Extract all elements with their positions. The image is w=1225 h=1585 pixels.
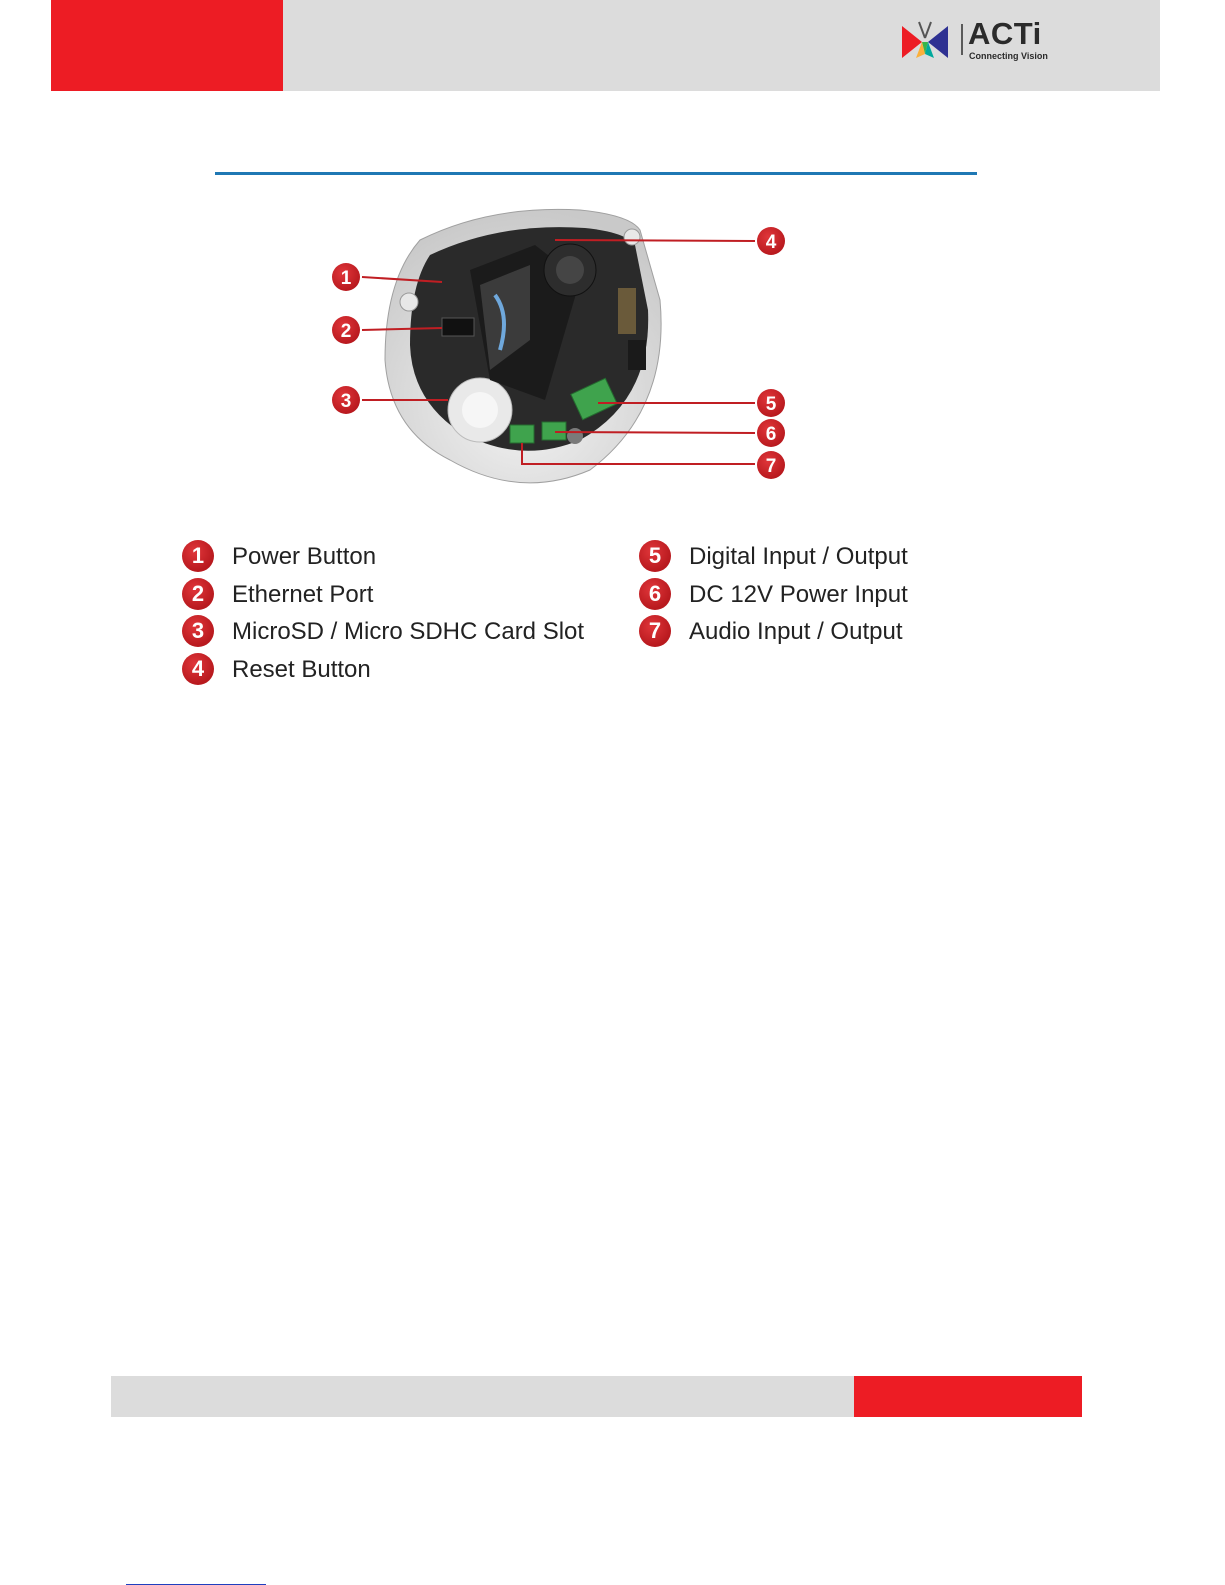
svg-text:7: 7: [765, 456, 777, 477]
logo-wordmark: ACTi: [968, 16, 1042, 51]
svg-text:1: 1: [340, 268, 352, 289]
legend-label: Digital Input / Output: [689, 543, 908, 570]
legend-label: Ethernet Port: [232, 580, 374, 608]
legend-number-badge: 3: [182, 615, 214, 647]
svg-text:4: 4: [765, 232, 777, 253]
legend-number-badge: 6: [639, 578, 671, 610]
svg-text:6: 6: [765, 424, 777, 445]
logo-tagline: Connecting Vision: [969, 51, 1048, 61]
callout-2: [332, 316, 360, 344]
svg-text:5: 5: [765, 394, 777, 415]
callout-1: [332, 263, 360, 291]
legend-label: DC 12V Power Input: [689, 580, 908, 608]
callout-6: [757, 419, 785, 447]
legend-number-badge: 4: [182, 653, 214, 685]
callout-3: [332, 386, 360, 414]
legend-label: Audio Input / Output: [689, 618, 903, 645]
svg-text:2: 2: [340, 321, 352, 342]
camera-diagram: [330, 200, 800, 500]
legend-label: Power Button: [232, 543, 377, 570]
callout-4: [757, 227, 785, 255]
header-accent-block: [51, 0, 283, 91]
legend-number-badge: 1: [182, 540, 214, 572]
callout-5: [757, 389, 785, 417]
acti-logo-mark-icon: [898, 18, 968, 68]
legend-label: MicroSD / Micro SDHC Card Slot: [232, 618, 585, 645]
logo-divider: [961, 24, 963, 55]
callout-7: [757, 451, 785, 479]
svg-text:3: 3: [340, 391, 352, 412]
legend-number-badge: 7: [639, 615, 671, 647]
legend-label: Reset Button: [232, 655, 371, 683]
section-divider: [215, 172, 977, 175]
footer-accent-block: [854, 1376, 1082, 1417]
legend-number-badge: 2: [182, 578, 214, 610]
legend-number-badge: 5: [639, 540, 671, 572]
